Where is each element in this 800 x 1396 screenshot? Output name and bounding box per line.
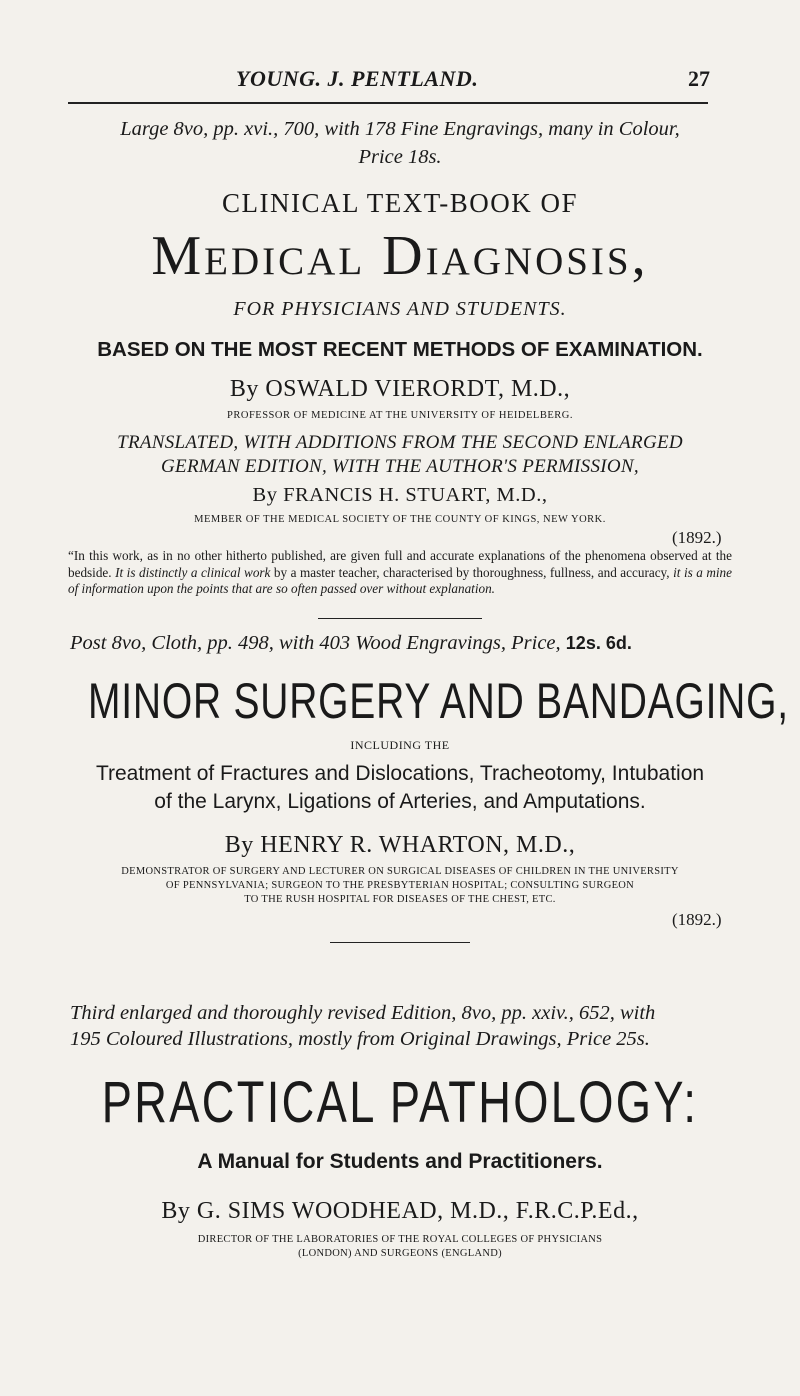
book2-title-wrap [0,674,800,728]
book1-title-line2: Medical Diagnosis, [151,225,649,287]
book1-details: Large 8vo, pp. xvi., 700, with 178 Fine Engravings, many in Colour, [120,118,680,140]
book2-year: (1892.) [672,910,722,929]
book1-translated-line1: TRANSLATED, WITH ADDITIONS FROM THE SECOND ENLARGED [117,432,683,453]
book1-translator: By FRANCIS H. STUART, M.D., [252,484,548,506]
book3-subtitle: A Manual for Students and Practitioners. [197,1150,603,1173]
book2-author: By HENRY R. WHARTON, M.D., [224,832,576,858]
book2-author-title-line3: TO THE RUSH HOSPITAL FOR DISEASES OF THE CHEST, ETC. [244,894,556,905]
book3-details-line1: Third enlarged and thoroughly revised Edition, 8vo, pp. xxiv., 652, with [70,1002,656,1024]
book3-title-wrap [0,1072,800,1134]
book2-price: 12s. 6d. [565,633,632,653]
quote-text-3: by a master teacher, characterised by thoroughness, fullness, and accuracy, [273,564,670,580]
book1-author: By OSWALD VIERORDT, M.D., [229,376,571,402]
book3-author: By G. SIMS WOODHEAD, M.D., F.R.C.P.Ed., [161,1198,639,1224]
book1-price: Price 18s. [358,146,442,168]
book1-author-title: PROFESSOR OF MEDICINE AT THE UNIVERSITY OF HEIDELBERG. [227,410,573,421]
book3-author-title-line2: (LONDON) AND SURGEONS (ENGLAND) [298,1248,502,1259]
book2-author-title-line1: DEMONSTRATOR OF SURGERY AND LECTURER ON SURGICAL DISEASES OF CHILDREN IN THE UNIVERSITY [121,866,679,877]
book3-author-title-line1: DIRECTOR OF THE LABORATORIES OF THE ROYAL COLLEGES OF PHYSICIANS [197,1234,603,1245]
quote-text-1: “In this work, as in no other hitherto published, are given full and accurate explanations of the phenomena observed at the bedside. [68,548,732,580]
book2-including: INCLUDING THE [350,738,450,752]
book1-based-on: BASED ON THE MOST RECENT METHODS OF EXAMINATION. [97,338,703,361]
book1-review-quote [68,548,732,598]
book2-subtitle-line2: of the Larynx, Ligations of Arteries, and Amputations. [154,790,646,813]
book1-subtitle: FOR PHYSICIANS AND STUDENTS. [233,298,567,320]
book1-translated-line2: GERMAN EDITION, WITH THE AUTHOR'S PERMISSION, [161,456,639,477]
book1-translator-title: MEMBER OF THE MEDICAL SOCIETY OF THE COUNTY OF KINGS, NEW YORK. [194,514,606,525]
book2-details-line [70,632,632,655]
book3-details-line2: 195 Coloured Illustrations, mostly from Original Drawings, Price 25s. [70,1028,650,1050]
section-divider-2 [330,942,470,943]
book2-details: Post 8vo, Cloth, pp. 498, with 403 Wood Engravings, Price, [70,632,561,654]
book2-subtitle-line1: Treatment of Fractures and Dislocations, Tracheotomy, Intubation [95,762,705,785]
quote-text-2: It is distinctly a clinical work [115,564,271,580]
book3-title: PRACTICAL PATHOLOGY: [101,1070,699,1135]
quote-text-4: it is a mine of information upon the points that are so often passed over without explanation. [68,564,733,597]
header-rule [68,102,708,104]
book1-title-line1: CLINICAL TEXT-BOOK OF [221,188,578,218]
section-divider-1 [318,618,482,619]
book2-title: MINOR SURGERY AND BANDAGING, [88,673,789,729]
running-title: YOUNG. J. PENTLAND. [236,66,479,91]
book1-year: (1892.) [672,528,722,547]
book2-author-title-line2: OF PENNSYLVANIA; SURGEON TO THE PRESBYTERIAN HOSPITAL; CONSULTING SURGEON [165,880,635,891]
page-number: 27 [688,66,710,91]
